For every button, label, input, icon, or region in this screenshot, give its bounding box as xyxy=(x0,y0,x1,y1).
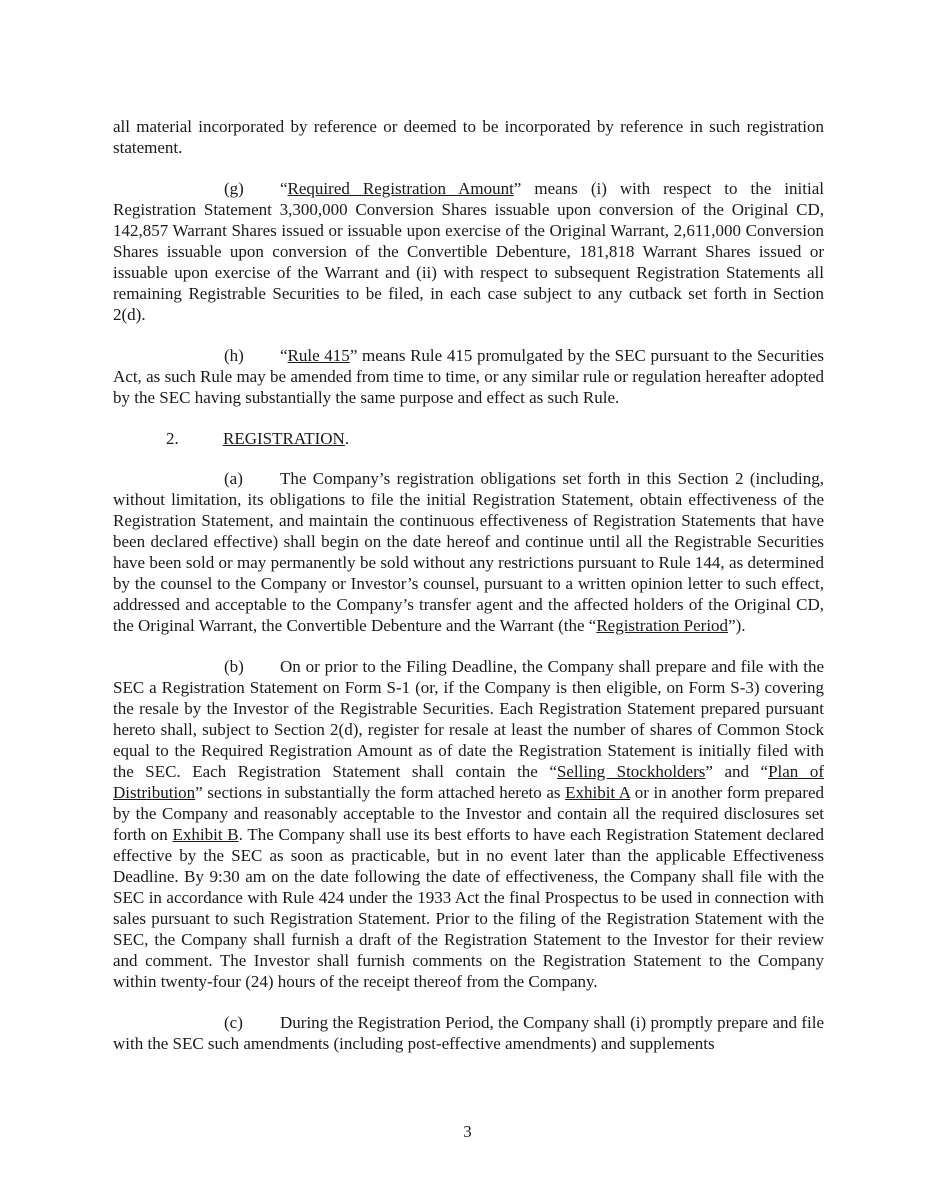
paragraph-text: On or prior to the Filing Deadline, the Company shall prepare and file with the SEC a Registration Statement on Form S-1 (or, if the Company is then eligible, on Form S-3) covering the resale by the Investor of the Registrable Securities. Each Registration Statement prepared pursuant hereto shall, subject to Section 2(d), register for resale at least the number of shares of Common Stock equal to the Required Registration Amount as of date the Registration Statement is initially filed with the SEC. Each Registration Statement shall contain the “ xyxy=(113,657,824,781)
section-title: REGISTRATION xyxy=(223,429,345,448)
defined-term-required-registration-amount: Required Registration Amount xyxy=(287,179,514,198)
paragraph-2a xyxy=(113,468,824,636)
document-body xyxy=(113,116,824,1054)
paragraph-label: (a) xyxy=(224,469,243,488)
paragraph-text: ” sections in substantially the form attached hereto as xyxy=(195,783,566,802)
paragraph-text-end: ”). xyxy=(728,616,746,635)
defined-term-registration-period: Registration Period xyxy=(596,616,729,635)
paragraph-text: During the Registration Period, the Company shall (i) promptly prepare and file with the SEC such amendments (including post-effective amendments) and supplements xyxy=(113,1013,824,1053)
paragraph-text: ” means Rule 415 promulgated by the SEC pursuant to the Securities Act, as such Rule may be amended from time to time, or any similar rule or regulation hereafter adopted by the SEC having substantially the same purpose and effect as such Rule. xyxy=(113,346,824,407)
defined-term-selling-stockholders: Selling Stockholders xyxy=(556,762,706,781)
page-number: 3 xyxy=(463,1122,472,1141)
paragraph-f-continuation: all material incorporated by reference or deemed to be incorporated by reference in such registration statement. xyxy=(113,117,824,157)
section-heading xyxy=(113,428,824,449)
defined-term-plan-of-distribution: Plan of Distribution xyxy=(113,762,824,802)
paragraph-2c xyxy=(113,1012,824,1054)
paragraph-text: ” and “ xyxy=(705,762,769,781)
open-quote: “ xyxy=(280,179,288,198)
paragraph-g xyxy=(113,178,824,325)
defined-term-rule-415: Rule 415 xyxy=(287,346,350,365)
paragraph-label: (h) xyxy=(224,346,244,365)
paragraph-label: (c) xyxy=(224,1013,243,1032)
exhibit-b-reference: Exhibit B xyxy=(172,825,239,844)
exhibit-a-reference: Exhibit A xyxy=(565,783,631,802)
paragraph-text: The Company’s registration obligations set forth in this Section 2 (including, without limitation, its obligations to file the initial Registration Statement, obtain effectiveness of the Registration Statement, and maintain the continuous effectiveness of Registration Statements that have been declared effective) shall begin on the date hereof and continue until all the Registrable Securities have been sold or may permanently be sold without any restrictions pursuant to Rule 144, as determined by the counsel to the Company or Investor’s counsel, pursuant to a written opinion letter to such effect, addressed and acceptable to the Company’s transfer agent and the affected holders of the Original CD, the Original Warrant, the Convertible Debenture and the Warrant (the “ xyxy=(113,469,824,635)
section-number: 2. xyxy=(166,429,179,448)
paragraph-text: . The Company shall use its best efforts to have each Registration Statement declared effective by the SEC as soon as practicable, but in no event later than the applicable Effectiveness Deadline. By 9:30 am on the date following the date of effectiveness, the Company shall file with the SEC in accordance with Rule 424 under the 1933 Act the final Prospectus to be used in connection with sales pursuant to such Registration Statement. Prior to the filing of the Registration Statement with the SEC, the Company shall furnish a draft of the Registration Statement to the Investor for their review and comment. The Investor shall furnish comments on the Registration Statement to the Company within twenty-four (24) hours of the receipt thereof from the Company. xyxy=(113,825,824,991)
paragraph-text: ” means (i) with respect to the initial Registration Statement 3,300,000 Conversion Shares issuable upon conversion of the Original CD, 142,857 Warrant Shares issued or issuable upon exercise of the Original Warrant, 2,611,000 Conversion Shares issuable upon conversion of the Convertible Debenture, 181,818 Warrant Shares issued or issuable upon exercise of the Warrant and (ii) with respect to subsequent Registration Statements all remaining Registrable Securities to be filed, in each case subject to any cutback set forth in Section 2(d). xyxy=(113,179,824,324)
paragraph-text: or in another form prepared by the Company and reasonably acceptable to the Investor and contain all the required disclosures set forth on xyxy=(113,783,824,844)
paragraph-h xyxy=(113,345,824,408)
paragraph-2b xyxy=(113,656,824,992)
section-title-period: . xyxy=(344,429,350,448)
paragraph-label: (g) xyxy=(224,179,244,198)
open-quote: “ xyxy=(280,346,288,365)
paragraph-label: (b) xyxy=(224,657,244,676)
